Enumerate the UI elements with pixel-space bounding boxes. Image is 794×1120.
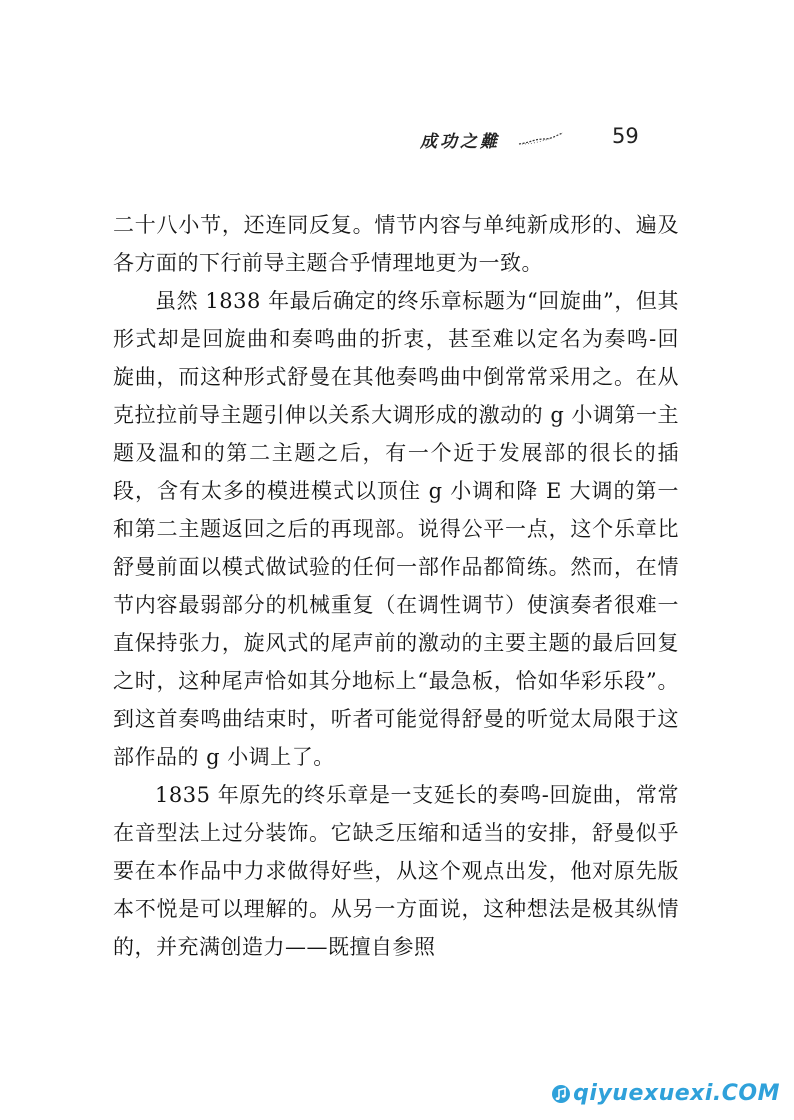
page-number: 59 bbox=[612, 124, 639, 148]
running-title: 成功之難 bbox=[420, 131, 500, 152]
body-text bbox=[113, 206, 679, 966]
watermark-text: qiyuexuexi.COM bbox=[573, 1081, 780, 1106]
paragraph: 虽然 1838 年最后确定的终乐章标题为“回旋曲”，但其形式却是回旋曲和奏鸣曲的折衷，甚至难以定名为奏鸣-回旋曲，而这种形式舒曼在其他奏鸣曲中倒常常采用之。在从克拉拉前导主题引伸以关系大调形成的激动的 g 小调第一主题及温和的第二主题之后，有一个近于发展部的很长的插段，含有太多的模进模式以顶住 g 小调和降 E 大调的第一和第二主题返回之后的再现部。说得公平一点，这个乐章比舒曼前面以模式做试验的任何一部作品都简练。然而，在情节内容最弱部分的机械重复（在调性调节）使演奏者很难一直保持张力，旋风式的尾声前的激动的主要主题的最后回复之时，这种尾声恰如其分地标上“最急板，恰如华彩乐段”。到这首奏鸣曲结束时，听者可能觉得舒曼的听觉太局限于这部作品的 g 小调上了。 bbox=[113, 289, 679, 769]
running-header bbox=[420, 122, 564, 156]
paragraph: 1835 年原先的终乐章是一支延长的奏鸣-回旋曲，常常在音型法上过分装饰。它缺乏压缩和适当的安排，舒曼似乎要在本作品中力求做得好些，从这个观点出发，他对原先版本不悦是可以理解的。从另一方面说，这种想法是极其纵情的，并充满创造力——既擅自参照 bbox=[113, 783, 679, 959]
paragraph: 二十八小节，还连同反复。情节内容与单纯新成形的、遍及各方面的下行前导主题合乎情理地更为一致。 bbox=[113, 213, 679, 275]
wave-flourish-icon bbox=[518, 132, 564, 146]
site-watermark bbox=[551, 1081, 780, 1106]
music-note-logo-icon bbox=[551, 1084, 571, 1104]
